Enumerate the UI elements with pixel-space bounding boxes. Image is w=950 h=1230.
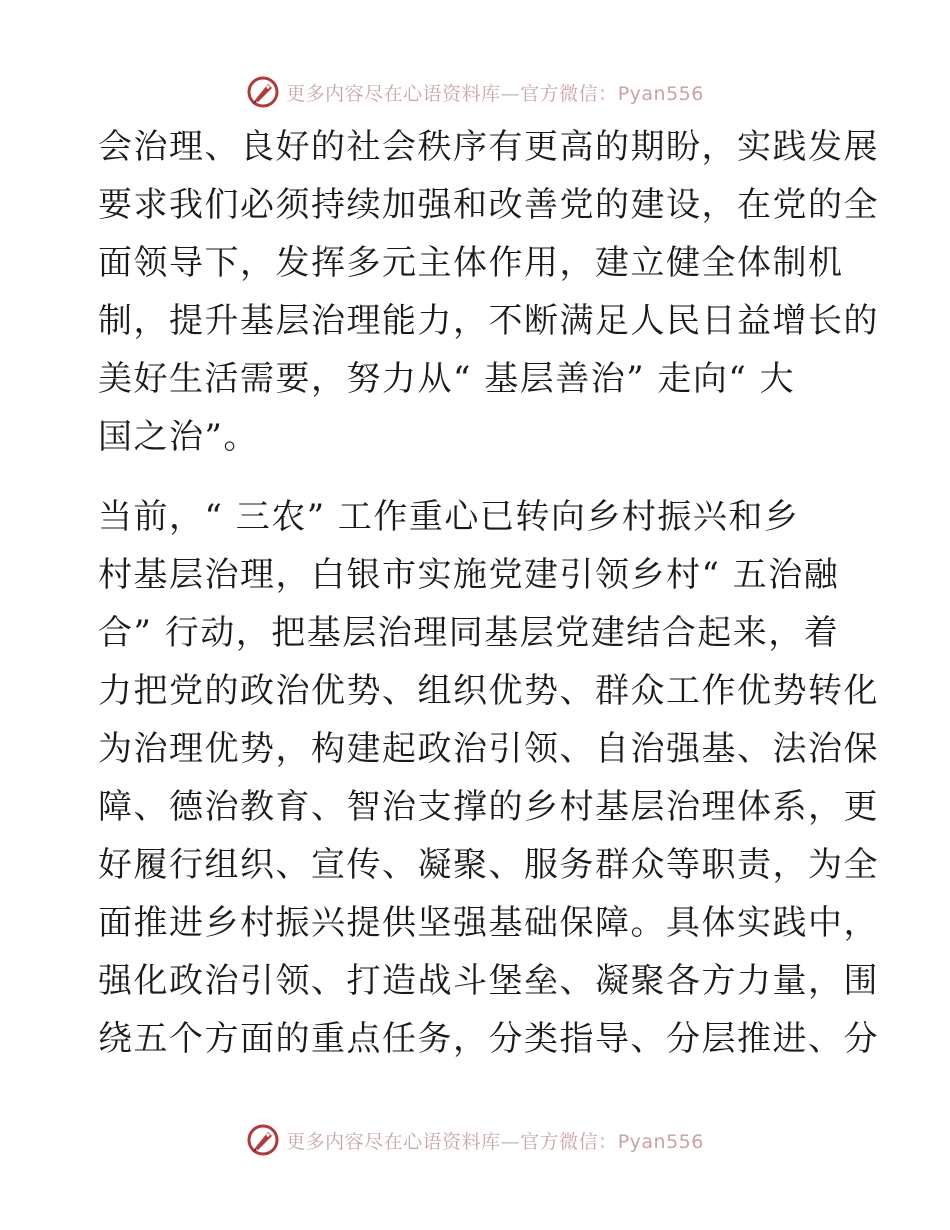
text-line: 国之治”。 <box>98 417 259 457</box>
text-line: 障、德治教育、智治支撑的乡村基层治理体系，更 <box>98 787 879 827</box>
text-line: 会治理、良好的社会秩序有更高的期盼，实践发展 <box>98 127 879 167</box>
banner-wechat-id: Pyan556 <box>617 1130 704 1153</box>
banner-wechat-label: 官方微信： <box>520 82 618 105</box>
pen-nib-logo-icon <box>246 1123 280 1157</box>
pen-nib-logo-icon <box>246 75 280 109</box>
banner-main-text: 更多内容尽在心语资料库 <box>286 1130 501 1153</box>
text-line: 美好生活需要，努力从“ 基层善治” 走向“ 大 <box>98 359 796 399</box>
text-line: 要求我们必须持续加强和改善党的建设，在党的全 <box>98 185 879 225</box>
text-line: 合” 行动，把基层治理同基层党建结合起来，着 <box>98 613 840 653</box>
banner-text <box>286 1127 704 1154</box>
text-line: 村基层治理，白银市实施党建引领乡村“ 五治融 <box>98 555 840 595</box>
banner-wechat-id: Pyan556 <box>617 82 704 105</box>
banner-wechat-label: 官方微信： <box>520 1130 618 1153</box>
paragraph <box>98 118 879 466</box>
footer-banner <box>0 1120 950 1160</box>
banner-separator: — <box>500 82 521 105</box>
document-body <box>98 118 879 1068</box>
paragraph <box>98 488 879 1068</box>
text-line: 强化政治引领、打造战斗堡垒、凝聚各方力量，围 <box>98 961 879 1001</box>
text-line: 面推进乡村振兴提供坚强基础保障。具体实践中， <box>98 903 879 943</box>
banner-main-text: 更多内容尽在心语资料库 <box>286 82 501 105</box>
paragraph-spacer <box>98 466 858 488</box>
banner-text <box>286 79 704 106</box>
text-line: 绕五个方面的重点任务，分类指导、分层推进、分 <box>98 1019 879 1059</box>
banner-separator: — <box>500 1130 521 1153</box>
text-line: 为治理优势，构建起政治引领、自治强基、法治保 <box>98 729 879 769</box>
text-line: 好履行组织、宣传、凝聚、服务群众等职责，为全 <box>98 845 879 885</box>
header-banner <box>0 72 950 112</box>
text-line: 面领导下，发挥多元主体作用，建立健全体制机 <box>98 243 844 283</box>
text-line: 力把党的政治优势、组织优势、群众工作优势转化 <box>98 671 879 711</box>
text-line: 制，提升基层治理能力，不断满足人民日益增长的 <box>98 301 879 341</box>
text-line: 当前，“ 三农” 工作重心已转向乡村振兴和乡 <box>98 497 800 537</box>
